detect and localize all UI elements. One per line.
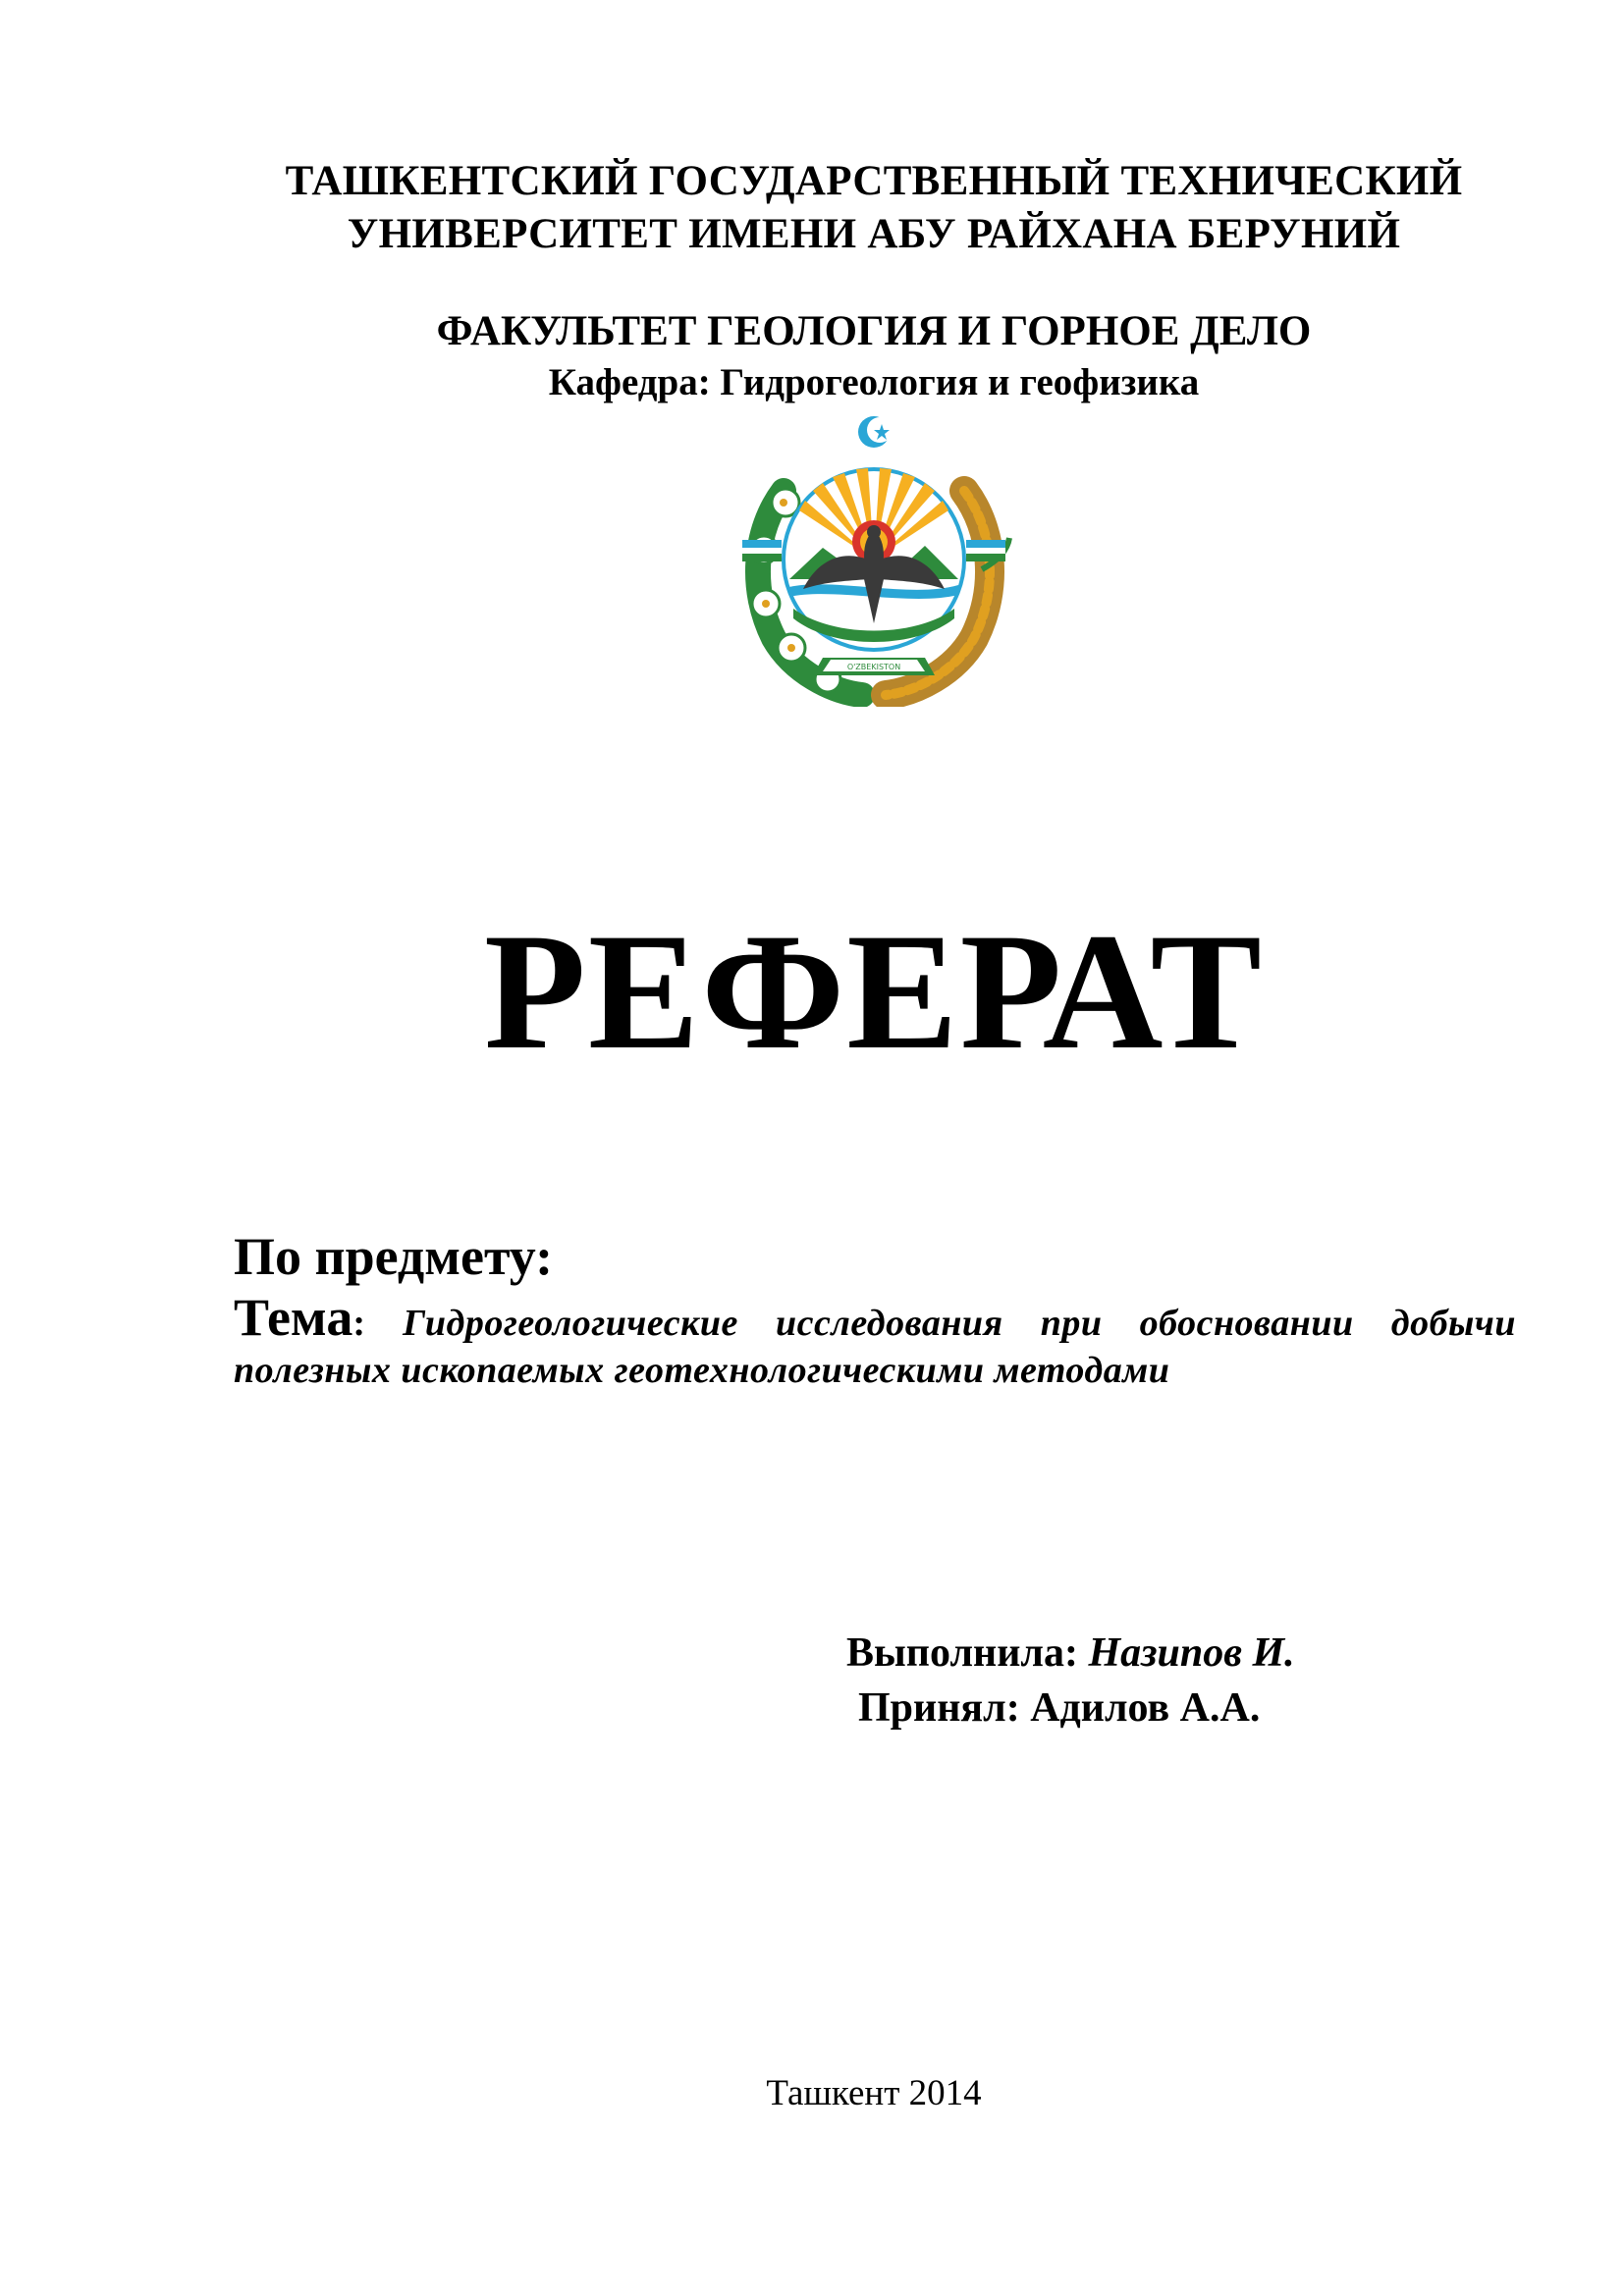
department-name: Кафедра: Гидрогеология и геофизика [548, 361, 1200, 403]
signoff-block [846, 1626, 1295, 1735]
topic-block [234, 1288, 1516, 1394]
accepted-by-line [846, 1681, 1295, 1735]
document-title: РЕФЕРАТ [484, 899, 1264, 1084]
subject-label: По предмету: [234, 1227, 554, 1286]
faculty-name: ФАКУЛЬТЕТ ГЕОЛОГИЯ И ГОРНОЕ ДЕЛО [436, 308, 1312, 354]
city-year: Ташкент 2014 [766, 2073, 982, 2113]
topic-text: Гидрогеологические исследования при обосновании добычи полезных ископаемых геотехнологическими методами [234, 1303, 1516, 1391]
performed-by-name: Назипов И. [1088, 1630, 1295, 1676]
performed-by-line [846, 1626, 1295, 1681]
topic-label: Тема [234, 1288, 353, 1347]
performed-by-label: Выполнила: [846, 1630, 1078, 1676]
topic-colon: : [352, 1303, 365, 1344]
emblem-medallion [784, 468, 964, 650]
accepted-by-label: Принял: [858, 1685, 1020, 1731]
crescent-star-icon [858, 416, 893, 448]
university-name [196, 155, 1551, 261]
university-name-line1: ТАШКЕНТСКИЙ ГОСУДАРСТВЕННЫЙ ТЕХНИЧЕСКИЙ [285, 158, 1463, 204]
university-name-line2: УНИВЕРСИТЕТ ИМЕНИ АБУ РАЙХАНА БЕРУНИЙ [347, 211, 1401, 257]
accepted-by-name: Адилов А.А. [1030, 1685, 1261, 1731]
emblem-ribbon-text: O'ZBEKISTON [846, 663, 901, 671]
bottom-ribbon [813, 658, 935, 675]
state-emblem-icon [725, 412, 1023, 707]
